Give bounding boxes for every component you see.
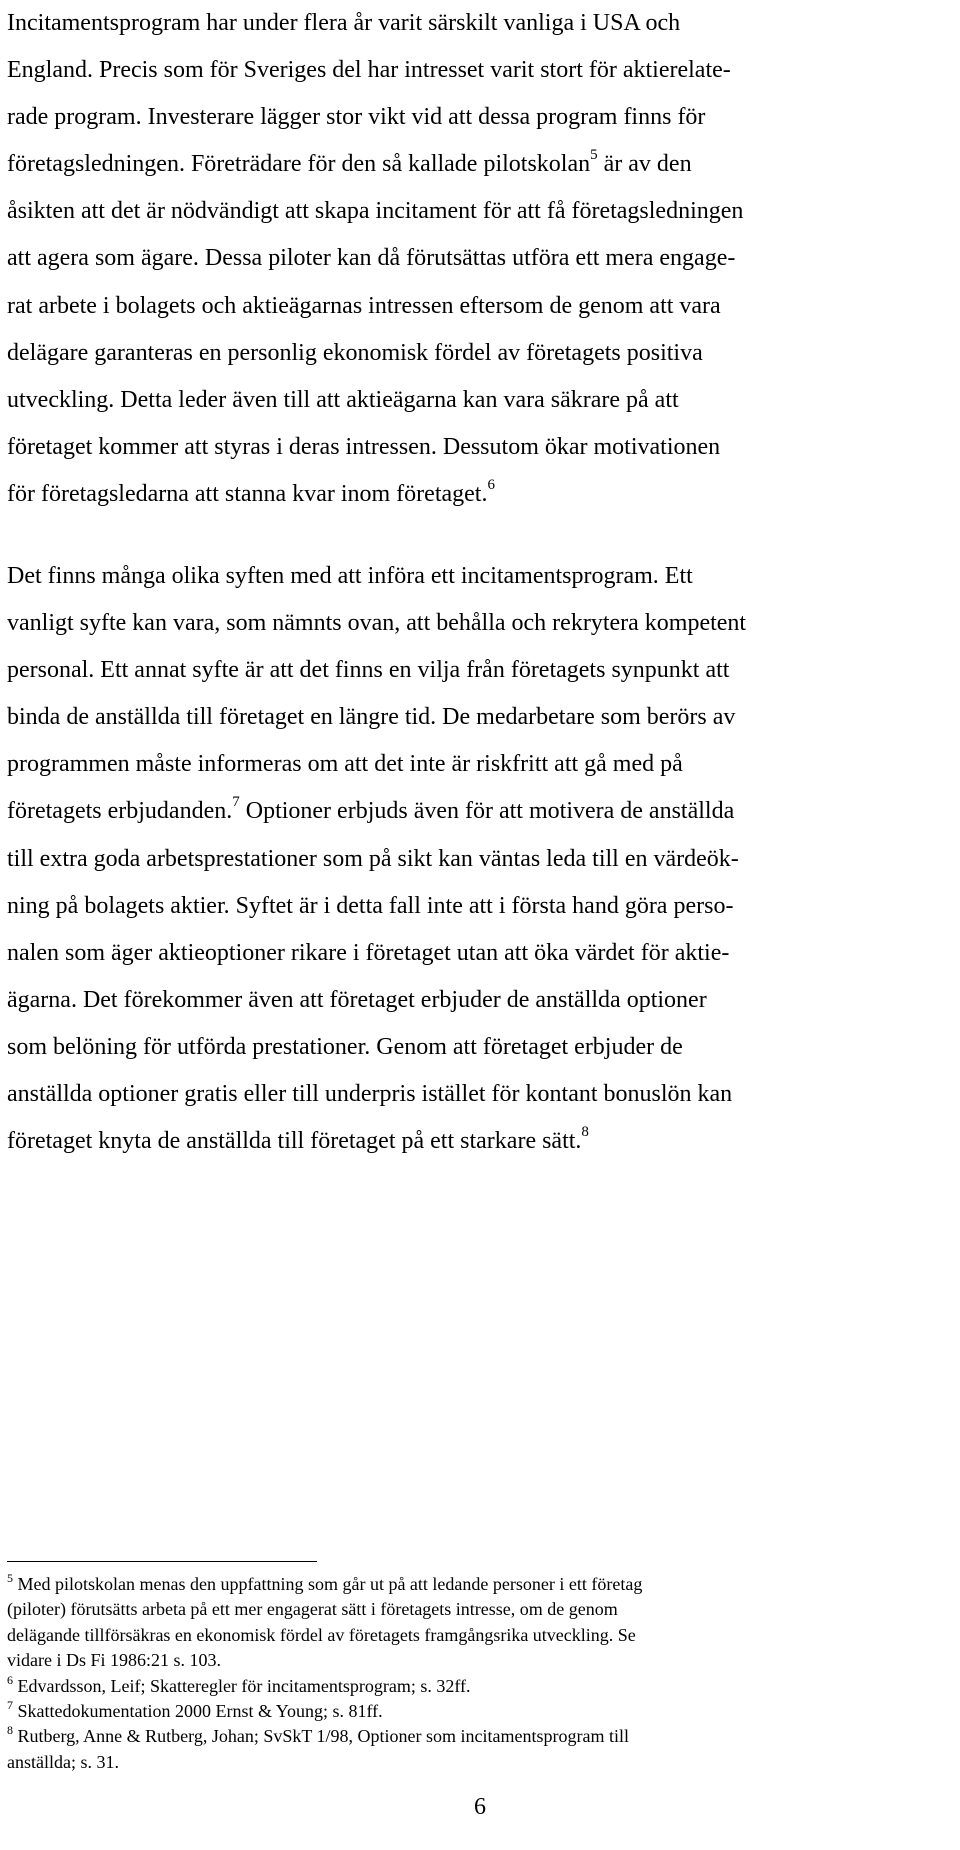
text-line: personal. Ett annat syfte är att det finns en vilja från företagets synpunkt att (7, 657, 730, 684)
text-line: företaget kommer att styras i deras intressen. Dessutom ökar motivationen (7, 433, 721, 460)
footnote-line: delägande tillförsäkras en ekonomisk fördel av företagets framgångsrika utveckling. Se (7, 1624, 636, 1645)
footnote-marker: 6 (487, 476, 495, 493)
footnote-marker: 7 (232, 794, 240, 811)
footnote-marker: 6 (7, 1672, 13, 1687)
body-paragraph-2 (7, 553, 937, 1165)
text-line: programmen måste informeras om att det inte är riskfritt att gå med på (7, 751, 683, 778)
footnote-line: $^5$ Med pilotskolan menas den uppfattning som går ut på att ledande personer i ett företag (7, 1571, 643, 1594)
footnote-line: anställda; s. 31. (7, 1751, 119, 1772)
text-line: ning på bolagets aktier. Syftet är i detta fall inte att i första hand göra perso- (7, 892, 734, 919)
text-line: Det finns många olika syften med att införa ett incitamentsprogram. Ett (7, 563, 693, 589)
footnote-line: (piloter) förutsätts arbeta på ett mer engagerat sätt i företagets intresse, om de genom (7, 1599, 618, 1620)
footnote-line: $^6$ Edvardsson, Leif; Skatteregler för incitamentsprogram; s. 32ff. (7, 1672, 471, 1696)
text-line: delägare garanteras en personlig ekonomisk fördel av företagets positiva (7, 339, 703, 366)
text-line: företagsledningen. Företrädare för den så kallade pilotskolan$^5$ är av den (7, 147, 692, 178)
text-line: åsikten att det är nödvändigt att skapa incitament för att få företagsledningen (7, 198, 744, 225)
text-line: till extra goda arbetsprestationer som på sikt kan väntas leda till en värdeök- (7, 845, 739, 872)
footnotes (7, 1572, 937, 1775)
text-line: rat arbete i bolagets och aktieägarnas intressen eftersom de genom att vara (7, 292, 721, 319)
text-line: att agera som ägare. Dessa piloter kan då förutsättas utföra ett mera engage- (7, 245, 736, 272)
footnote-marker: 8 (7, 1723, 13, 1738)
text-line: som belöning för utförda prestationer. Genom att företaget erbjuder de (7, 1033, 683, 1060)
body-paragraph-1 (7, 0, 937, 518)
footnote-marker: 5 (590, 147, 598, 164)
text-line: företagets erbjudanden.$^7$ Optioner erbjuds även för att motivera de anställda (7, 794, 735, 825)
footnote-marker: 8 (581, 1124, 589, 1141)
text-line: nalen som äger aktieoptioner rikare i företaget utan att öka värdet för aktie- (7, 939, 730, 966)
text-line: binda de anställda till företaget en längre tid. De medarbetare som berörs av (7, 704, 736, 731)
text-line: vanligt syfte kan vara, som nämnts ovan, att behålla och rekrytera kompetent (7, 610, 747, 637)
text-line: för företagsledarna att stanna kvar inom företaget.$^6$ (7, 476, 495, 507)
footnote-line: $^7$ Skattedokumentation 2000 Ernst & Young; s. 81ff. (7, 1698, 383, 1722)
text-line: ägarna. Det förekommer även att företaget erbjuder de anställda optioner (7, 986, 707, 1013)
text-line: Incitamentsprogram har under flera år varit särskilt vanliga i USA och (7, 10, 681, 36)
footnote-line: vidare i Ds Fi 1986:21 s. 103. (7, 1650, 221, 1671)
footnote-line: $^8$ Rutberg, Anne & Rutberg, Johan; SvSkT 1/98, Optioner som incitamentsprogram till (7, 1723, 629, 1747)
text-line: utveckling. Detta leder även till att aktieägarna kan vara säkrare på att (7, 386, 679, 413)
text-line: England. Precis som för Sveriges del har intresset varit stort för aktierelate- (7, 57, 731, 84)
footnote-marker: 5 (7, 1571, 13, 1585)
text-line: företaget knyta de anställda till företaget på ett starkare sätt.$^8$ (7, 1124, 589, 1155)
text-line: anställda optioner gratis eller till underpris istället för kontant bonuslön kan (7, 1081, 733, 1108)
footnote-separator (7, 1561, 317, 1562)
page-number: 6 (474, 1794, 486, 1820)
footnote-marker: 7 (7, 1698, 13, 1713)
text-line: rade program. Investerare lägger stor vikt vid att dessa program finns för (7, 104, 706, 131)
